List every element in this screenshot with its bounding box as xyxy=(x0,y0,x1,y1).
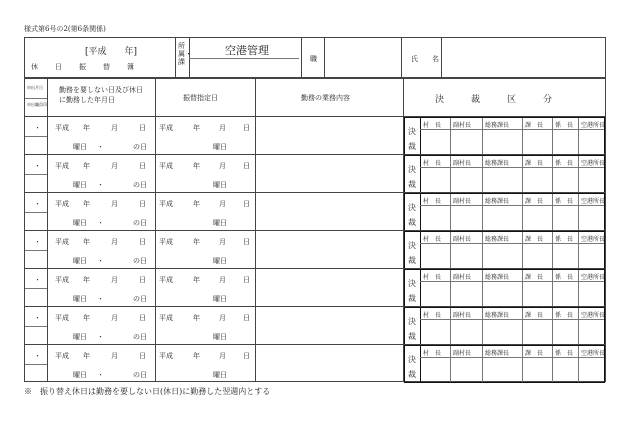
work-date-month: 月 xyxy=(111,276,118,284)
work-date-day: 日 xyxy=(139,124,146,132)
approval-box xyxy=(404,193,605,231)
approver-4: 係 長 xyxy=(555,350,574,357)
work-dot: ・ xyxy=(97,143,104,151)
approver-5: 空港所長 xyxy=(581,350,606,357)
main-table xyxy=(24,78,606,382)
sub-weekday: 曜日 xyxy=(213,181,227,189)
approver-5: 空港所長 xyxy=(581,160,606,167)
form-id: 様式第6号の2(第6条関係) xyxy=(24,25,106,33)
request-date-dot: ・ xyxy=(34,162,41,170)
approver-3: 課 長 xyxy=(525,160,544,167)
sub-date-year: 年 xyxy=(193,200,200,208)
sub-weekday: 曜日 xyxy=(213,333,227,341)
approver-3: 課 長 xyxy=(525,122,544,129)
sub-date-era: 平成 xyxy=(159,124,173,132)
request-date-dot: ・ xyxy=(34,314,41,322)
approval-box xyxy=(404,155,605,193)
dept-value[interactable]: 空港管理 xyxy=(225,44,269,57)
work-no-day: の日 xyxy=(133,257,147,265)
work-date-day: 日 xyxy=(139,276,146,284)
approver-3: 課 長 xyxy=(525,274,544,281)
work-date-day: 日 xyxy=(139,314,146,322)
approval-box xyxy=(404,345,605,383)
col-no-work-day: 勤務を要しない日及び休日に勤務した年月日 xyxy=(59,86,143,104)
sub-date-month: 月 xyxy=(219,200,226,208)
sub-date-era: 平成 xyxy=(159,200,173,208)
work-date-month: 月 xyxy=(111,162,118,170)
approver-2: 総務課長 xyxy=(485,312,510,319)
table-row xyxy=(25,116,605,154)
sub-date-month: 月 xyxy=(219,352,226,360)
request-date-dot: ・ xyxy=(34,276,41,284)
era-label: [平成 年] xyxy=(85,47,138,57)
table-row xyxy=(25,306,605,344)
work-dot: ・ xyxy=(97,295,104,303)
work-weekday: 曜日 xyxy=(73,181,87,189)
approver-5: 空港所長 xyxy=(581,312,606,319)
sub-date-day: 日 xyxy=(243,200,250,208)
approver-4: 係 長 xyxy=(555,160,574,167)
work-weekday: 曜日 xyxy=(73,257,87,265)
approver-5: 空港所長 xyxy=(581,198,606,205)
work-date-year: 年 xyxy=(83,314,90,322)
kessai-label: 決裁 xyxy=(408,127,416,151)
approval-box xyxy=(404,307,605,345)
table-row xyxy=(25,230,605,268)
approver-4: 係 長 xyxy=(555,312,574,319)
work-no-day: の日 xyxy=(133,333,147,341)
approver-2: 総務課長 xyxy=(485,122,510,129)
approver-0: 村 長 xyxy=(423,122,442,129)
col-date-small-2: 申出職員印 xyxy=(27,102,47,107)
request-date-dot: ・ xyxy=(34,124,41,132)
work-date-era: 平成 xyxy=(55,124,69,132)
position-label: 職 xyxy=(310,55,317,63)
col-date-small-1: 申出月日 xyxy=(27,85,43,90)
kessai-label: 決裁 xyxy=(408,165,416,189)
sub-date-day: 日 xyxy=(243,314,250,322)
sub-weekday: 曜日 xyxy=(213,295,227,303)
approver-4: 係 長 xyxy=(555,274,574,281)
work-no-day: の日 xyxy=(133,219,147,227)
header-block xyxy=(24,37,606,78)
approver-4: 係 長 xyxy=(555,198,574,205)
sub-date-year: 年 xyxy=(193,124,200,132)
sub-date-month: 月 xyxy=(219,124,226,132)
form-title: 休 日 振 替 簿 xyxy=(31,63,135,71)
sub-date-month: 月 xyxy=(219,238,226,246)
kessai-label: 決裁 xyxy=(408,355,416,379)
sub-weekday: 曜日 xyxy=(213,257,227,265)
sub-date-month: 月 xyxy=(219,314,226,322)
sub-date-year: 年 xyxy=(193,162,200,170)
work-weekday: 曜日 xyxy=(73,219,87,227)
approver-2: 総務課長 xyxy=(485,198,510,205)
work-date-day: 日 xyxy=(139,200,146,208)
request-date-dot: ・ xyxy=(34,238,41,246)
work-date-year: 年 xyxy=(83,162,90,170)
approver-2: 総務課長 xyxy=(485,350,510,357)
work-no-day: の日 xyxy=(133,181,147,189)
approver-0: 村 長 xyxy=(423,274,442,281)
table-row xyxy=(25,154,605,192)
sub-date-month: 月 xyxy=(219,276,226,284)
work-no-day: の日 xyxy=(133,295,147,303)
work-weekday: 曜日 xyxy=(73,295,87,303)
kessai-label: 決裁 xyxy=(408,241,416,265)
work-date-day: 日 xyxy=(139,352,146,360)
sub-date-day: 日 xyxy=(243,162,250,170)
table-row xyxy=(25,344,605,382)
table-row xyxy=(25,268,605,306)
work-weekday: 曜日 xyxy=(73,371,87,379)
dept-label: 所属・課 xyxy=(178,42,192,66)
work-date-era: 平成 xyxy=(55,238,69,246)
approver-0: 村 長 xyxy=(423,312,442,319)
approver-5: 空港所長 xyxy=(581,236,606,243)
approver-3: 課 長 xyxy=(525,236,544,243)
sub-weekday: 曜日 xyxy=(213,143,227,151)
table-row xyxy=(25,192,605,230)
approver-0: 村 長 xyxy=(423,350,442,357)
work-date-year: 年 xyxy=(83,352,90,360)
approval-box xyxy=(404,269,605,307)
work-date-year: 年 xyxy=(83,124,90,132)
work-date-era: 平成 xyxy=(55,162,69,170)
approver-2: 総務課長 xyxy=(485,160,510,167)
kessai-label: 決裁 xyxy=(408,279,416,303)
work-date-year: 年 xyxy=(83,238,90,246)
work-date-day: 日 xyxy=(139,238,146,246)
work-dot: ・ xyxy=(97,219,104,227)
approver-1: 副村長 xyxy=(453,274,472,281)
work-date-era: 平成 xyxy=(55,276,69,284)
work-date-month: 月 xyxy=(111,200,118,208)
sub-date-era: 平成 xyxy=(159,314,173,322)
sub-date-day: 日 xyxy=(243,238,250,246)
sub-date-era: 平成 xyxy=(159,162,173,170)
sub-date-year: 年 xyxy=(193,276,200,284)
approver-5: 空港所長 xyxy=(581,274,606,281)
approver-1: 副村長 xyxy=(453,198,472,205)
approver-3: 課 長 xyxy=(525,198,544,205)
kessai-label: 決裁 xyxy=(408,317,416,341)
col-substitute-day: 振替指定日 xyxy=(183,94,218,102)
approver-1: 副村長 xyxy=(453,350,472,357)
work-dot: ・ xyxy=(97,333,104,341)
sub-date-month: 月 xyxy=(219,162,226,170)
footer-note: ※ 振り替え休日は勤務を要しない日(休日)に勤務した翌週内とする xyxy=(24,387,271,396)
work-dot: ・ xyxy=(97,181,104,189)
approver-4: 係 長 xyxy=(555,122,574,129)
column-header-row xyxy=(25,78,605,116)
approver-1: 副村長 xyxy=(453,236,472,243)
kessai-label: 決裁 xyxy=(408,203,416,227)
approver-0: 村 長 xyxy=(423,160,442,167)
approver-3: 課 長 xyxy=(525,350,544,357)
approver-0: 村 長 xyxy=(423,198,442,205)
work-date-era: 平成 xyxy=(55,314,69,322)
col-approval: 決 裁 区 分 xyxy=(435,95,553,105)
work-date-era: 平成 xyxy=(55,352,69,360)
work-dot: ・ xyxy=(97,257,104,265)
work-date-month: 月 xyxy=(111,352,118,360)
sub-date-year: 年 xyxy=(193,314,200,322)
approver-1: 副村長 xyxy=(453,160,472,167)
sub-date-era: 平成 xyxy=(159,276,173,284)
request-date-dot: ・ xyxy=(34,200,41,208)
approver-3: 課 長 xyxy=(525,312,544,319)
work-date-year: 年 xyxy=(83,200,90,208)
work-date-month: 月 xyxy=(111,124,118,132)
sub-date-day: 日 xyxy=(243,276,250,284)
request-date-dot: ・ xyxy=(34,352,41,360)
work-date-day: 日 xyxy=(139,162,146,170)
work-weekday: 曜日 xyxy=(73,143,87,151)
sub-date-era: 平成 xyxy=(159,352,173,360)
name-label: 氏 名 xyxy=(411,55,439,63)
work-dot: ・ xyxy=(97,371,104,379)
work-weekday: 曜日 xyxy=(73,333,87,341)
sub-date-era: 平成 xyxy=(159,238,173,246)
col-work-content: 勤務の業務内容 xyxy=(301,94,350,102)
approver-1: 副村長 xyxy=(453,312,472,319)
sub-date-day: 日 xyxy=(243,352,250,360)
work-date-year: 年 xyxy=(83,276,90,284)
sub-weekday: 曜日 xyxy=(213,219,227,227)
sub-date-year: 年 xyxy=(193,238,200,246)
work-date-month: 月 xyxy=(111,238,118,246)
sub-weekday: 曜日 xyxy=(213,371,227,379)
work-date-month: 月 xyxy=(111,314,118,322)
sub-date-year: 年 xyxy=(193,352,200,360)
approval-box xyxy=(404,231,605,269)
approver-1: 副村長 xyxy=(453,122,472,129)
approver-2: 総務課長 xyxy=(485,274,510,281)
approver-0: 村 長 xyxy=(423,236,442,243)
approver-4: 係 長 xyxy=(555,236,574,243)
work-no-day: の日 xyxy=(133,143,147,151)
approver-2: 総務課長 xyxy=(485,236,510,243)
approver-5: 空港所長 xyxy=(581,122,606,129)
work-date-era: 平成 xyxy=(55,200,69,208)
approval-box xyxy=(404,117,605,155)
work-no-day: の日 xyxy=(133,371,147,379)
sub-date-day: 日 xyxy=(243,124,250,132)
